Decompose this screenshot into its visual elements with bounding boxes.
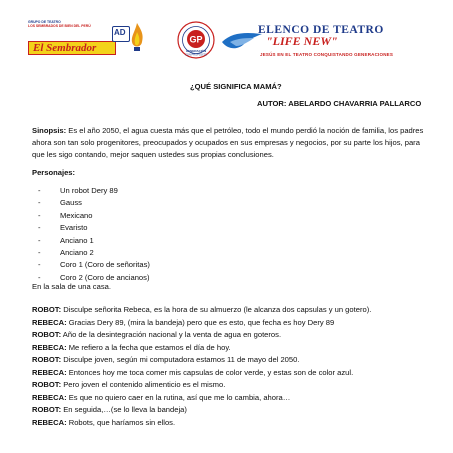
synopsis-line-2: ahora son tan solo progenitores, preocupados y ocupados en sus empresas y negocios, por su parte los hijos, para bbox=[32, 138, 420, 147]
dialogue-line bbox=[32, 318, 334, 328]
dialogue-line bbox=[32, 418, 175, 428]
dialogue-speaker: ROBOT: bbox=[32, 305, 62, 314]
life-new-subtitle: "LIFE NEW" bbox=[266, 34, 338, 48]
gp-logo-caption1: GENERACIÓN bbox=[185, 49, 207, 53]
sembrador-logo-caption bbox=[28, 20, 116, 38]
characters-heading: Personajes: bbox=[32, 168, 76, 177]
dialogue-speaker: REBECA: bbox=[32, 392, 67, 402]
dialogue-text: Pero joven el contenido alimenticio es el mismo. bbox=[61, 380, 226, 389]
sembrador-logo bbox=[28, 20, 146, 66]
dialogue-text: Año de la desintegración nacional y la venta de agua en goteros. bbox=[61, 330, 282, 339]
flame-icon bbox=[129, 22, 145, 52]
synopsis-line-1 bbox=[32, 126, 423, 136]
scene-setting: En la sala de una casa. bbox=[32, 282, 111, 291]
gp-logo-caption2: CON PROPÓSITO bbox=[185, 53, 207, 57]
dialogue-text: Disculpe joven, según mi computadora estamos 11 de mayo del 2050. bbox=[61, 355, 300, 364]
dialogue-line bbox=[32, 405, 187, 415]
synopsis-text-1: Es el año 2050, el agua cuesta más que el petróleo, todo el mundo perdió la noción de familia, los padres bbox=[66, 126, 424, 135]
sembrador-logo-line2: LOS SEMBRADOS DE BIEN DEL PERÚ bbox=[28, 24, 91, 29]
dialogue-line bbox=[32, 368, 353, 378]
dialogue-line bbox=[32, 343, 231, 353]
synopsis-line-3: que les sigo contando, mejor saquen ustedes sus propias conclusiones. bbox=[32, 150, 274, 159]
synopsis-label: Sinopsis: bbox=[32, 126, 67, 135]
sembrador-logo-line1: GRUPO DE TEATRO bbox=[28, 20, 61, 24]
dialogue-line bbox=[32, 393, 290, 403]
dialogue-text: Robots, que haríamos sin ellos. bbox=[66, 417, 176, 427]
dialogue-speaker: REBECA: bbox=[32, 367, 67, 377]
dialogue-text: Gracias Dery 89, (mira la bandeja) pero que es esto, que fecha es hoy Dery 89 bbox=[66, 317, 335, 327]
ad-badge-text: AD bbox=[114, 28, 126, 37]
dialogue-text: Me refiero a la fecha que estamos el día de hoy. bbox=[66, 342, 231, 352]
dialogue-line bbox=[32, 355, 299, 365]
document-title: ¿QUÉ SIGNIFICA MAMÁ? bbox=[190, 82, 282, 91]
dialogue-speaker: REBECA: bbox=[32, 342, 67, 352]
dialogue-text: Disculpe señorita Rebeca, es la hora de su almuerzo (le alcanza dos capsulas y un gotero). bbox=[61, 305, 372, 314]
life-new-slogan: JESÚS EN EL TEATRO CONQUISTANDO GENERACIONES bbox=[260, 52, 394, 57]
dialogue-speaker: ROBOT: bbox=[32, 405, 62, 414]
dialogue-speaker: ROBOT: bbox=[32, 380, 62, 389]
dialogue-speaker: REBECA: bbox=[32, 417, 67, 427]
life-new-title: ELENCO DE TEATRO bbox=[258, 24, 384, 36]
dialogue-text: Entonces hoy me toca comer mis capsulas de color verde, y estas son de color azul. bbox=[66, 367, 354, 377]
dialogue-line bbox=[32, 380, 225, 390]
gp-logo-initials: GP bbox=[189, 34, 203, 45]
dialogue-speaker: ROBOT: bbox=[32, 330, 62, 339]
sembrador-banner bbox=[28, 41, 116, 55]
dialogue-text: En seguida,…(se lo lleva la bandeja) bbox=[61, 405, 187, 414]
document-page: GRUPO DE TEATRO LOS SEMBRADOS DE BIEN DEL PERÚ El Sembrador AD GP GENERACIÓN CON PROPÓSITO ELENCO DE TEATRO "LIFE NEW" JESÚS EN EL TEATRO CONQUISTANDO GENERACIONES ¿QUÉ SIGNIFICA MAMÁ? AUTOR: ABELARDO CHAVARRIA PALLARCO Sinopsis: Es el año 2050, el agua cuesta más que el petróleo, todo el mundo perdió la noción de familia, los padres ahora son tan solo progenitores, preocupados y ocupados en sus empresas y negocios, por su parte los hijos, para que les sigo contando, mejor saquen ustedes sus propias conclusiones. Personajes: - Un robot Dery 89 - Gauss - Mexicano - Evaristo - Anciano 1 - Anciano 2 - Coro 1 (Coro de señoritas) - Coro 2 (Coro de ancianos) En la sala de una casa. ROBOT: Disculpe señorita Rebeca, es la hora de su almuerzo (le alcanza dos capsulas y un gotero). REBECA: Gracias Dery 89, (mira la bandeja) pero que es esto, que fecha es hoy Dery 89 ROBOT: Año de la desintegración nacional y la venta de agua en goteros. REBECA: Me refiero a la fecha que estamos el día de hoy. ROBOT: Disculpe joven, según mi computadora estamos 11 de mayo del 2050. REBECA: Entonces hoy me toca comer mis capsulas de color verde, y estas son de color azul. ROBOT: Pero joven el contenido alimenticio es el mismo. REBECA: Es que no quiero caer en la rutina, así que me lo cambia, ahora… ROBOT: En seguida,…(se lo lleva la bandeja) REBECA: Robots, que haríamos sin ellos. bbox=[0, 0, 453, 453]
dialogue-speaker: ROBOT: bbox=[32, 355, 62, 364]
life-new-logo bbox=[220, 24, 432, 74]
dialogue-line bbox=[32, 330, 281, 340]
dialogue-line bbox=[32, 305, 371, 315]
dialogue-text: Es que no quiero caer en la rutina, así que me lo cambia, ahora… bbox=[66, 392, 291, 402]
gp-logo bbox=[177, 21, 215, 59]
ad-badge-icon bbox=[112, 26, 130, 42]
document-author: AUTOR: ABELARDO CHAVARRIA PALLARCO bbox=[257, 99, 422, 108]
sembrador-banner-text: El Sembrador bbox=[33, 42, 97, 54]
dialogue-speaker: REBECA: bbox=[32, 317, 67, 327]
